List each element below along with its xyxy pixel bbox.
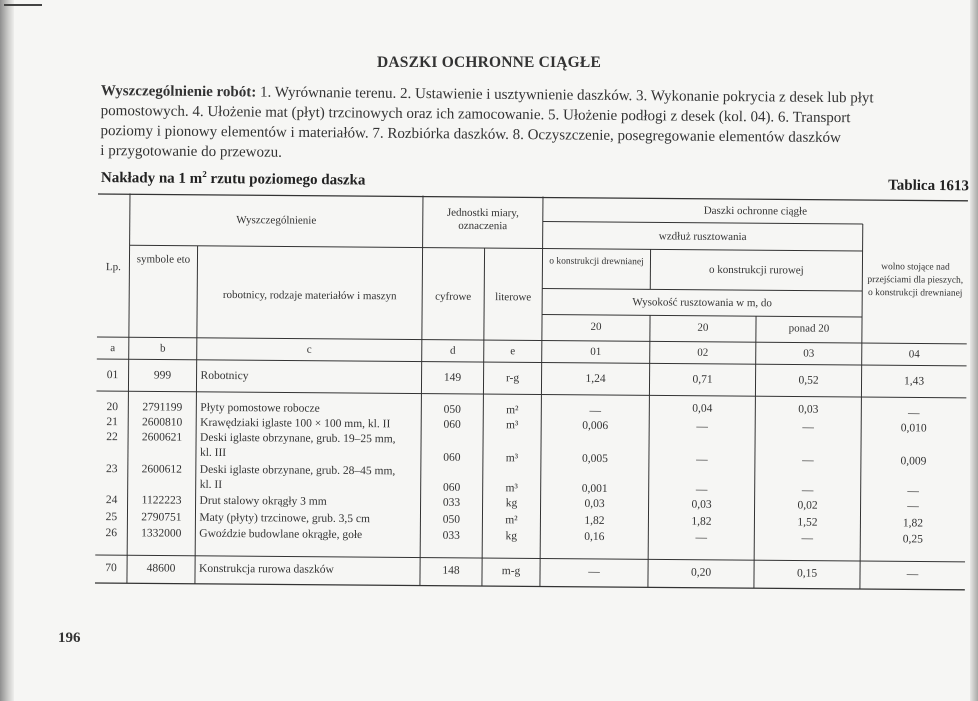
header-robotnicy: robotnicy, rodzaje materiałów i maszyn [222, 288, 397, 303]
mat-c04-21: 0,010 [900, 422, 927, 435]
row70-col01: — [588, 565, 600, 578]
row01-literowe: r-g [505, 372, 520, 385]
mat-lit-24: kg [505, 497, 518, 510]
mat-name-21: Krawędziaki iglaste 100 × 100 mm, kl. II [200, 416, 391, 431]
row70-name: Konstrukcja rurowa daszków [199, 562, 334, 576]
page-edge-right [970, 0, 978, 701]
mat-c03-20: 0,03 [798, 403, 819, 416]
mat-cyf-21: 060 [443, 418, 461, 431]
col-letter-03: 03 [803, 347, 815, 360]
mat-lit-26: kg [505, 530, 518, 543]
row01-col02: 0,71 [692, 373, 713, 386]
mat-c04-24: — [907, 500, 919, 513]
mat-cyf-20: 050 [443, 403, 461, 416]
subtitle-text: Nakłady na 1 m [100, 170, 203, 187]
mat-symbol-23: 2600612 [141, 463, 183, 476]
mat-c02-20: 0,04 [692, 402, 713, 415]
mat-symbol-22: 2600621 [141, 431, 183, 444]
mat-cyf-25: 050 [442, 513, 461, 526]
mat-name-22a: Deski iglaste obrzynane, grub. 19–25 mm, [200, 431, 396, 446]
table-subtitle [101, 170, 366, 190]
header-drewniana: o konstrukcji drewnianej [549, 256, 644, 268]
mat-c01-20: — [589, 404, 602, 417]
row70-symbol: 48600 [146, 562, 176, 575]
mat-name-24: Drut stalowy okrągły 3 mm [199, 494, 327, 508]
mat-lp-24: 24 [105, 494, 118, 507]
mat-c02-24: 0,03 [691, 498, 712, 511]
mat-c04-26: 0,25 [902, 533, 923, 546]
mat-symbol-25: 2790751 [141, 511, 182, 524]
mat-cyf-22: 060 [443, 451, 461, 464]
page-edge-shadow [0, 0, 14, 701]
mat-c01-25: 1,82 [584, 514, 605, 527]
mat-lit-20: m² [506, 404, 519, 417]
mat-lp-25: 25 [105, 511, 118, 524]
mat-c01-23: 0,001 [581, 482, 608, 496]
mat-name-23a: Deski iglaste obrzynane, grub. 28–45 mm, [199, 463, 396, 478]
norms-table [95, 193, 968, 592]
mat-name-20: Płyty pomostowe robocze [200, 401, 320, 415]
header-wysokosc: Wysokość rusztowania w m, do [632, 296, 772, 310]
intro-line-3: poziomy i pionowy elementów i materiałów. 7. Rozbiórka daszków. 8. Oczyszczenie, posegregowanie elementów daszków [100, 122, 841, 147]
mat-cyf-26: 033 [442, 529, 460, 542]
mat-c03-25: 1,52 [797, 516, 818, 529]
intro-line-4: i przygotowanie do przewozu. [100, 142, 283, 161]
mat-c02-23: — [695, 483, 708, 496]
row01-name: Robotnicy [200, 369, 249, 383]
mat-c03-26: — [801, 532, 814, 545]
mat-lp-20: 20 [106, 401, 119, 414]
header-symbole: symbole eto [136, 253, 191, 266]
row70-col03: 0,15 [796, 567, 818, 580]
row70-col02: 0,20 [690, 566, 712, 579]
mat-name-22b: kl. III [199, 446, 227, 460]
col-letter-c: c [306, 343, 312, 356]
col-letter-e: e [510, 345, 516, 358]
row70-cyfrowe: 148 [442, 564, 460, 577]
header-height-3: ponad 20 [788, 322, 830, 335]
row70-literowe: m-g [501, 565, 521, 578]
row70-lp: 70 [105, 562, 117, 575]
page-title: DASZKI OCHRONNE CIĄGŁE [376, 54, 602, 71]
subtitle-sup: 2 [202, 168, 207, 180]
header-lp: Lp. [105, 261, 121, 274]
intro-paragraph [100, 81, 971, 169]
row70-col04: — [906, 568, 919, 581]
mat-c01-22: 0,005 [581, 452, 608, 466]
header-cyfrowe: cyfrowe [435, 290, 472, 303]
subtitle-text-end: rzutu poziomego daszka [206, 171, 366, 189]
mat-lit-25: m² [505, 514, 518, 527]
col-letter-02: 02 [697, 346, 709, 359]
mat-name-25: Maty (płyty) trzcinowe, grub. 3,5 cm [199, 511, 371, 526]
mat-c02-21: — [696, 420, 708, 433]
mat-c01-26: 0,16 [584, 530, 605, 543]
col-letter-01: 01 [590, 345, 602, 358]
mat-c03-21: — [802, 421, 814, 434]
row01-col03: 0,52 [798, 374, 819, 387]
header-wzdluz: wzdłuż rusztowania [658, 230, 747, 244]
row01-col01: 1,24 [585, 372, 606, 385]
intro-line-2: pomostowych. 4. Ułożenie mat (płyt) trzcinowych oraz ich zamocowanie. 5. Ułożenie podłogi z desek (kol. 04). 6. Transport [100, 102, 851, 127]
mat-lit-21: m³ [505, 419, 519, 432]
mat-c01-21: 0,006 [582, 419, 609, 433]
header-jednostki: Jednostki miary, oznaczenia [446, 206, 519, 233]
header-wolno: wolno stojące nad przejściami dla pieszych, o konstrukcji drewnianej [867, 262, 964, 299]
mat-c03-24: 0,02 [797, 499, 818, 512]
mat-lit-22: m³ [505, 452, 519, 465]
mat-c03-23: — [801, 484, 814, 497]
col-letter-d: d [449, 344, 456, 357]
header-rurowa: o konstrukcji rurowej [709, 263, 804, 277]
intro-label: Wyszczególnienie robót: [100, 82, 257, 101]
mat-c04-23: — [907, 485, 919, 498]
col-letter-b: b [159, 342, 166, 355]
mat-symbol-20: 2791199 [142, 401, 183, 414]
mat-c02-25: 1,82 [691, 515, 712, 528]
intro-line-1-text: 1. Wyrównanie terenu. 2. Ustawienie i usztywnienie daszków. 3. Wykonanie pokrycia z desek lub płyt [259, 84, 874, 107]
row01-symbol: 999 [153, 369, 172, 382]
mat-symbol-21: 2600810 [142, 416, 183, 429]
mat-symbol-24: 1122223 [141, 494, 182, 507]
mat-name-26: Gwoździe budowlane okrągłe, gołe [199, 527, 363, 542]
mat-c04-20: — [907, 407, 920, 420]
row01-lp: 01 [106, 369, 119, 382]
mat-c02-22: — [696, 453, 708, 466]
header-wyszczegolnienie: Wyszczególnienie [236, 214, 317, 227]
row01-col04: 1,43 [903, 375, 925, 388]
mat-cyf-24: 033 [442, 496, 461, 509]
mat-c01-24: 0,03 [584, 497, 605, 510]
col-letter-a: a [110, 342, 116, 355]
header-height-2: 20 [697, 321, 709, 334]
mat-symbol-26: 1332000 [141, 527, 182, 540]
mat-c04-25: 1,82 [902, 517, 924, 530]
mat-c03-22: — [802, 454, 814, 467]
mat-name-23b: kl. II [199, 478, 223, 491]
header-literowe: literowe [495, 291, 532, 304]
mat-lp-26: 26 [105, 527, 118, 540]
header-height-1: 20 [590, 320, 602, 333]
scan-corner-mark [4, 4, 42, 14]
mat-lp-22: 22 [106, 431, 118, 444]
header-daszki: Daszki ochronne ciągłe [703, 204, 808, 218]
table-label: Tablica 1613 [888, 177, 969, 195]
mat-cyf-23: 060 [443, 481, 461, 494]
row01-cyfrowe: 149 [443, 371, 462, 384]
mat-c02-26: — [695, 531, 708, 544]
mat-lit-23: m³ [505, 482, 518, 495]
page-number: 196 [58, 630, 81, 646]
mat-lp-23: 23 [106, 463, 118, 476]
mat-c04-22: 0,009 [900, 455, 927, 468]
mat-lp-21: 21 [106, 416, 118, 429]
col-letter-04: 04 [908, 348, 920, 361]
